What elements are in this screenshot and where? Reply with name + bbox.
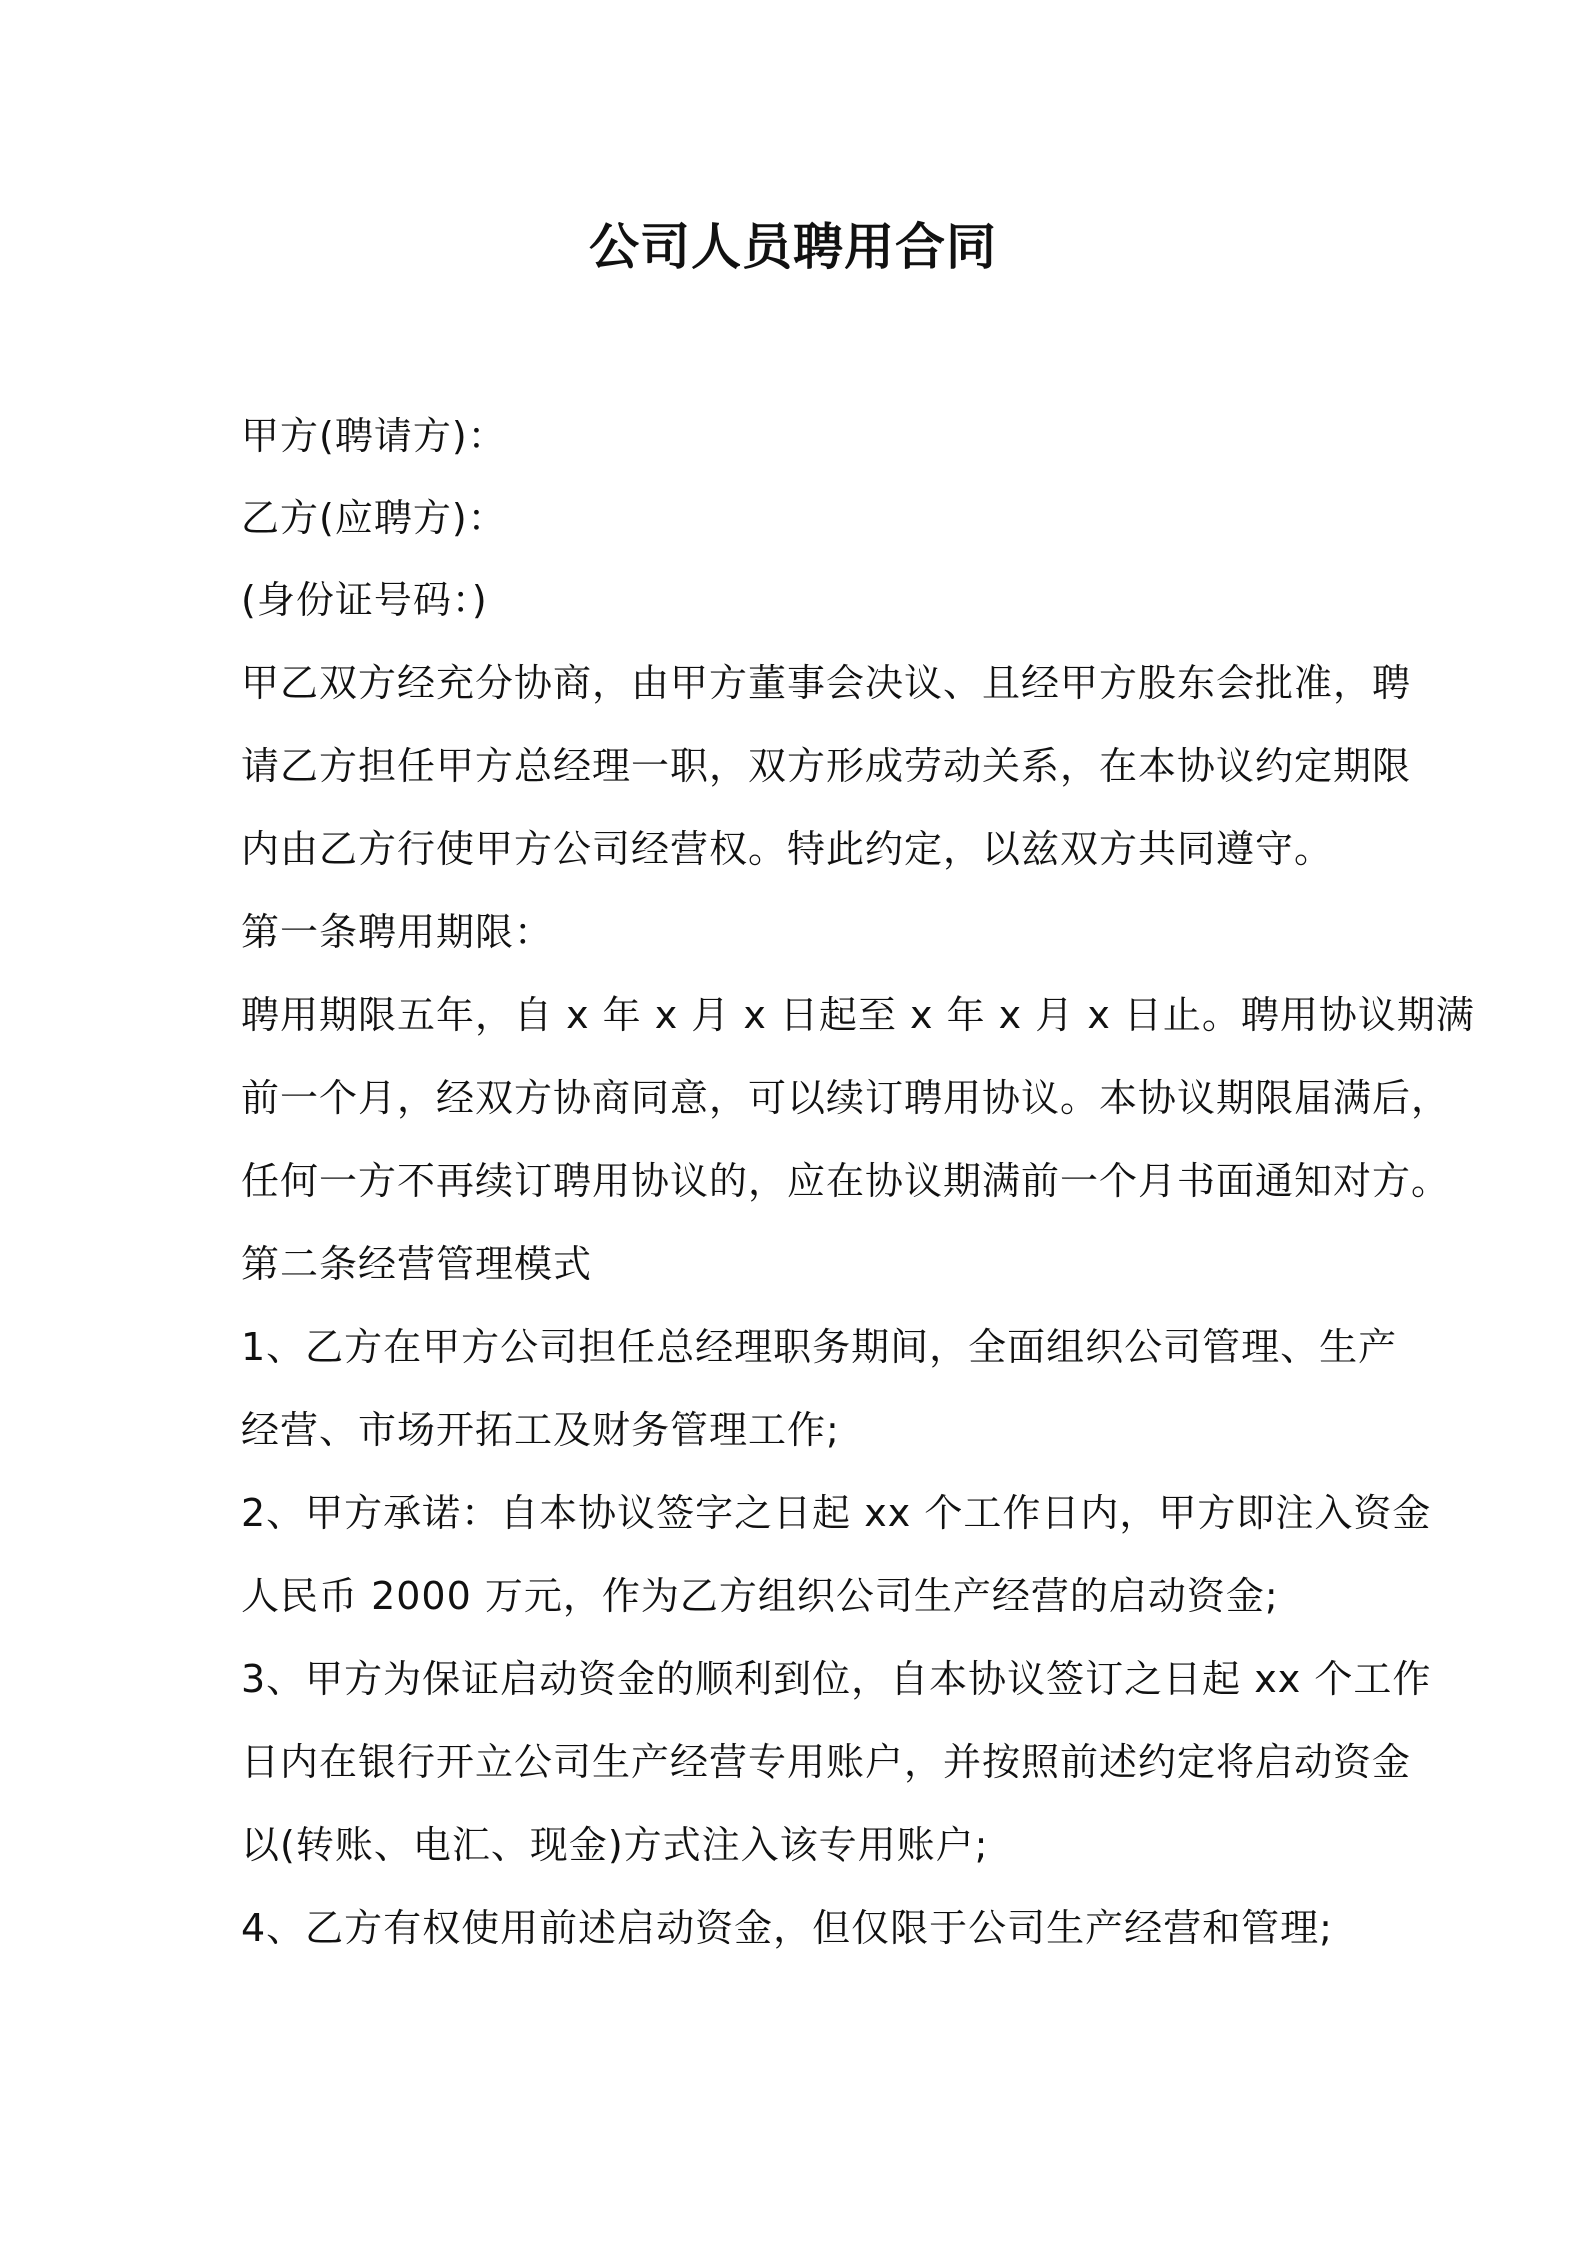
article-2-heading: 第二条经营管理模式 xyxy=(241,1242,593,1286)
preamble-line-1: 甲乙双方经充分协商，由甲方董事会决议、且经甲方股东会批准，聘 xyxy=(241,661,1412,705)
clause-3-line-1: 3、甲方为保证启动资金的顺利到位，自本协议签订之日起 xx 个工作 xyxy=(241,1657,1432,1701)
article-1-line-2: 前一个月，经双方协商同意，可以续订聘用协议。本协议期限届满后， xyxy=(241,1076,1451,1120)
party-a-line: 甲方(聘请方)： xyxy=(241,414,507,458)
preamble-line-3: 内由乙方行使甲方公司经营权。特此约定，以兹双方共同遵守。 xyxy=(241,827,1334,871)
clause-2-line-1: 2、甲方承诺：自本协议签字之日起 xx 个工作日内，甲方即注入资金 xyxy=(241,1491,1432,1535)
clause-3-line-3: 以(转账、电汇、现金)方式注入该专用账户; xyxy=(241,1823,989,1867)
clause-1-line-2: 经营、市场开拓工及财务管理工作; xyxy=(241,1408,840,1452)
clause-1-line-1: 1、乙方在甲方公司担任总经理职务期间，全面组织公司管理、生产 xyxy=(241,1325,1398,1369)
clause-4-line-1: 4、乙方有权使用前述启动资金，但仅限于公司生产经营和管理; xyxy=(241,1906,1333,1950)
clause-3-line-2: 日内在银行开立公司生产经营专用账户，并按照前述约定将启动资金 xyxy=(241,1740,1412,1784)
page-title: 公司人员聘用合同 xyxy=(589,218,997,276)
article-1-heading: 第一条聘用期限： xyxy=(241,910,554,954)
clause-2-line-2: 人民币 2000 万元，作为乙方组织公司生产经营的启动资金; xyxy=(241,1574,1279,1618)
article-1-line-3: 任何一方不再续订聘用协议的，应在协议期满前一个月书面通知对方。 xyxy=(241,1159,1451,1203)
id-number-line: (身份证号码：) xyxy=(241,578,488,622)
party-b-line: 乙方(应聘方)： xyxy=(241,496,507,540)
article-1-line-1: 聘用期限五年，自 x 年 x 月 x 日起至 x 年 x 月 x 日止。聘用协议期满 xyxy=(241,993,1475,1037)
preamble-line-2: 请乙方担任甲方总经理一职，双方形成劳动关系，在本协议约定期限 xyxy=(241,744,1412,788)
